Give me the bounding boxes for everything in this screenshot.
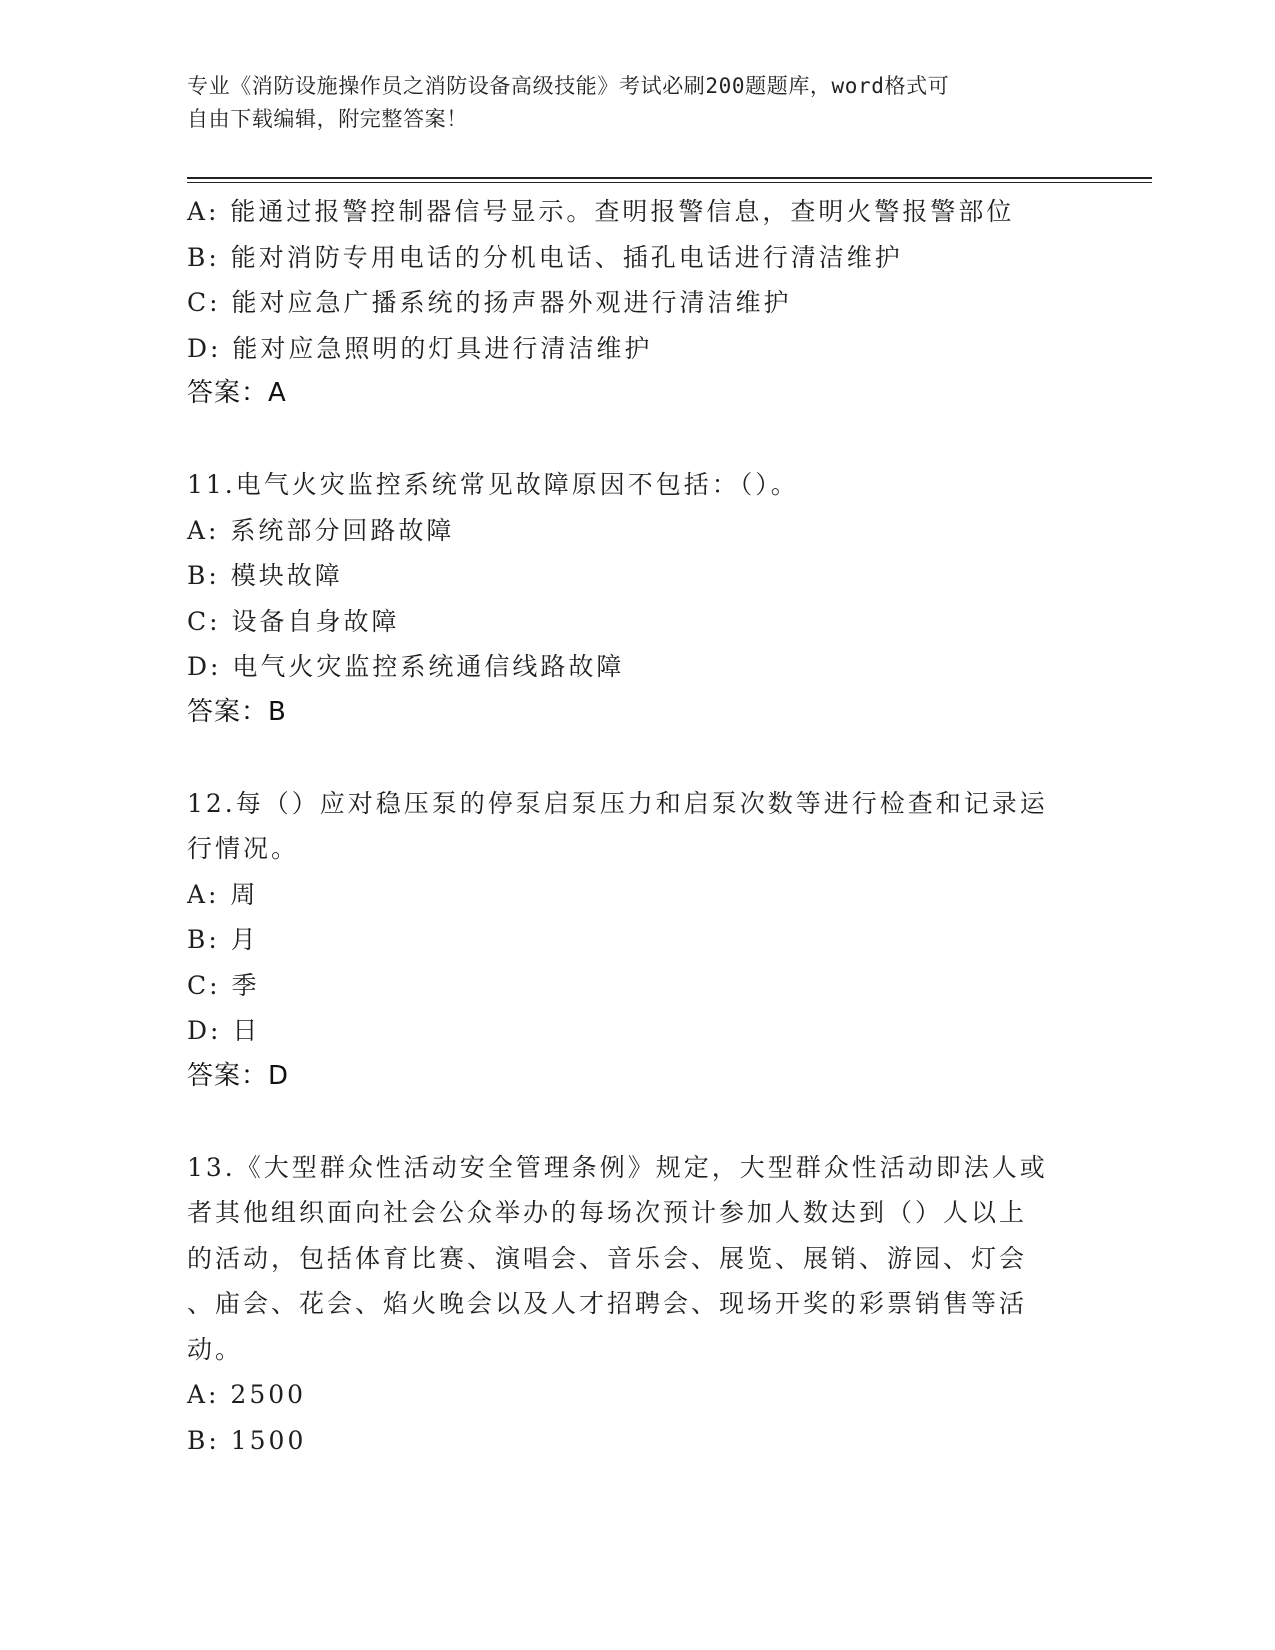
question-stem-line-4: 、庙会、花会、焰火晚会以及人才招聘会、现场开奖的彩票销售等活: [187, 1289, 1028, 1318]
option-a: A: 2500: [187, 1380, 307, 1409]
question-stem: 11.电气火灾监控系统常见故障原因不包括：（）。: [187, 470, 799, 499]
option-b: B: 模块故障: [187, 561, 343, 590]
page-header: [187, 70, 1067, 136]
option-c: C: 季: [187, 970, 260, 1000]
answer-line: 答案：B: [187, 696, 287, 727]
header-line-1: 专业《消防设施操作员之消防设备高级技能》考试必刷200题题库，word格式可: [187, 74, 950, 98]
question-stem-line-1: 13.《大型群众性活动安全管理条例》规定，大型群众性活动即法人或: [187, 1152, 1048, 1182]
question-12: [187, 781, 1087, 1100]
question-content: [187, 189, 1087, 1463]
option-c: C: 设备自身故障: [187, 606, 400, 636]
header-divider-thin: [187, 182, 1152, 183]
option-b: B: 月: [187, 925, 259, 954]
question-stem-line-1: 12.每（）应对稳压泵的停泵启泵压力和启泵次数等进行检查和记录运: [187, 788, 1048, 818]
question-13: [187, 1145, 1087, 1464]
option-a: A: 系统部分回路故障: [187, 515, 455, 545]
option-b: B: 1500: [187, 1425, 307, 1455]
answer-line: 答案：A: [187, 378, 287, 408]
question-stem-line-2: 行情况。: [187, 834, 300, 863]
option-d: D: 能对应急照明的灯具进行清洁维护: [187, 333, 653, 363]
option-d: D: 电气火灾监控系统通信线路故障: [187, 652, 625, 681]
question-10: [187, 189, 1087, 417]
question-11: [187, 462, 1087, 735]
header-line-2: 自由下载编辑，附完整答案！: [187, 107, 468, 131]
question-stem-line-3: 的活动，包括体育比赛、演唱会、音乐会、展览、展销、游园、灯会: [187, 1243, 1028, 1273]
header-divider-thick: [187, 177, 1152, 179]
option-b: B: 能对消防专用电话的分机电话、插孔电话进行清洁维护: [187, 242, 903, 272]
option-d: D: 日: [187, 1016, 261, 1045]
option-a: A: 能通过报警控制器信号显示。查明报警信息，查明火警报警部位: [187, 197, 1015, 226]
question-stem-line-2: 者其他组织面向社会公众举办的每场次预计参加人数达到（）人以上: [187, 1198, 1028, 1227]
answer-line: 答案：D: [187, 1060, 290, 1091]
option-a: A: 周: [187, 879, 259, 909]
option-c: C: 能对应急广播系统的扬声器外观进行清洁维护: [187, 288, 792, 317]
question-stem-line-5: 动。: [187, 1334, 244, 1364]
